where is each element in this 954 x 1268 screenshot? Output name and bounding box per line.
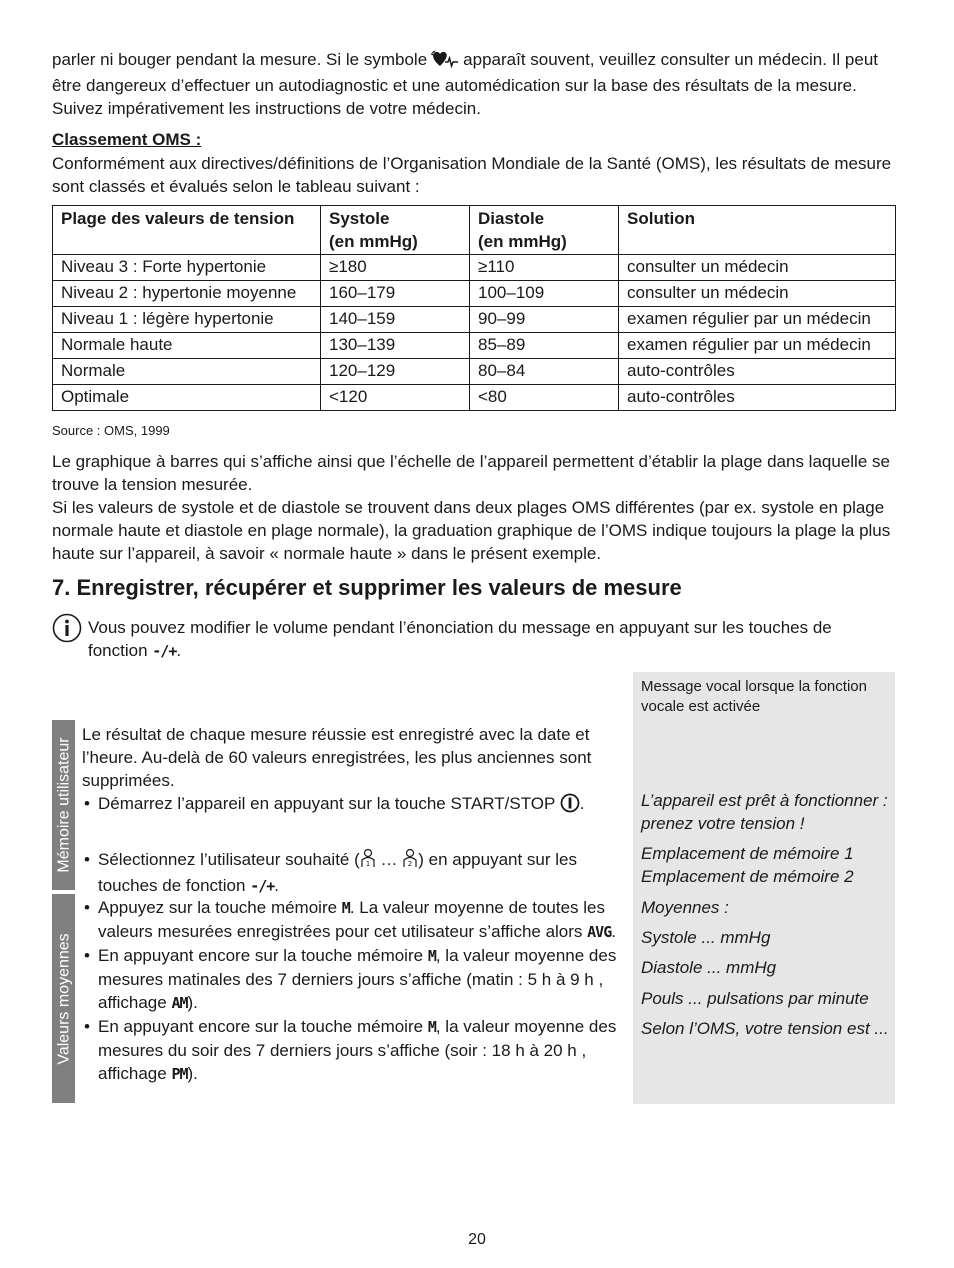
voice-panel-header: Message vocal lorsque la fonction vocale est activée [641, 678, 867, 715]
explanation-para-2: Si les valeurs de systole et de diastole se trouvent dans deux plages OMS différentes (par ex. systole en plage normale haute et diastole en plage normale), la graduation graphique de l’OMS indique toujours la plage la plus haute sur l’appareil, à savoir « normale haute » dans le présent exemple. [52, 498, 891, 563]
function-keys-symbol: -/+ [250, 877, 275, 895]
voice-msg-pulse: Pouls ... pulsations par minute [641, 989, 869, 1008]
table-row: Normale 120–129 80–84 auto-contrôles [53, 359, 896, 385]
memory-key-symbol: M [427, 947, 436, 965]
avg-display-symbol: AVG [587, 923, 612, 941]
table-row: Niveau 1 : légère hypertonie 140–159 90–99 examen régulier par un médecin [53, 307, 896, 333]
section-title: 7. Enregistrer, récupérer et supprimer les valeurs de mesure [52, 575, 682, 600]
user-2-icon [402, 848, 418, 874]
table-row: Normale haute 130–139 85–89 examen régulier par un médecin [53, 333, 896, 359]
list-item: • Appuyez sur la touche mémoire M. La valeur moyenne de toutes les valeurs mesurées enregistrées pour cet utilisateur s’affiche alors AVG. [82, 896, 622, 944]
svg-text:1: 1 [365, 860, 370, 868]
volume-keys-symbol: -/+ [152, 642, 177, 660]
list-item: • En appuyant encore sur la touche mémoire M, la valeur moyenne des mesures matinales des 7 derniers jours s’affiche (matin : 5 h à 9 h , affichage AM). [82, 944, 622, 1015]
table-header-cell: Solution [619, 206, 896, 255]
pm-display-symbol: PM [171, 1065, 188, 1083]
table-header-cell: Plage des valeurs de tension [53, 206, 321, 255]
table-source: Source : OMS, 1999 [52, 423, 170, 438]
info-note: Vous pouvez modifier le volume pendant l’énonciation du message en appuyant sur les touches de fonction -/+. [88, 618, 832, 660]
oms-description: Conformément aux directives/définitions de l’Organisation Mondiale de la Santé (OMS), les résultats de mesure sont classés et évalués selon le tableau suivant : [52, 154, 892, 196]
user-memory-intro: Le résultat de chaque mesure réussie est enregistré avec la date et l’heure. Au-delà de 60 valeurs enregistrées, les plus anciennes sont supprimées. [82, 725, 592, 790]
voice-msg-who: Selon l’OMS, votre tension est ... [641, 1019, 889, 1038]
explanation-para-1: Le graphique à barres qui s’affiche ainsi que l’échelle de l’appareil permettent d’établir la plage dans laquelle se trouve la tension mesurée. [52, 452, 890, 494]
power-icon [560, 793, 580, 819]
list-item: • Sélectionnez l’utilisateur souhaité ( 1 … 2 ) en appuyant sur les touches de fonction -/+. [82, 848, 622, 898]
table-header-cell: Diastole (en mmHg) [470, 206, 619, 255]
memory-key-symbol: M [341, 899, 350, 917]
voice-msg-systole: Systole ... mmHg [641, 928, 771, 947]
user-1-icon [360, 848, 376, 874]
voice-msg-diastole: Diastole ... mmHg [641, 958, 777, 977]
voice-msg-ready: L’appareil est prêt à fonctionner : prenez votre tension ! [641, 791, 888, 833]
memory-key-symbol: M [427, 1018, 436, 1036]
tab-user-memory: Mémoire utilisateur [52, 720, 75, 890]
am-display-symbol: AM [171, 994, 188, 1012]
irregular-heartbeat-icon [431, 50, 459, 74]
table-row: Niveau 2 : hypertonie moyenne 160–179 100–109 consulter un médecin [53, 281, 896, 307]
voice-msg-memory-1: Emplacement de mémoire 1 [641, 844, 854, 863]
tab-average-values: Valeurs moyennes [52, 894, 75, 1103]
table-row: Optimale <120 <80 auto-contrôles [53, 385, 896, 411]
list-item: • Démarrez l’appareil en appuyant sur la touche START/STOP . [82, 792, 622, 819]
averages-list [82, 896, 622, 1086]
voice-msg-memory-2: Emplacement de mémoire 2 [641, 867, 854, 886]
oms-table [52, 205, 896, 411]
user-memory-list [82, 792, 622, 898]
info-icon [52, 613, 82, 649]
list-item: • En appuyant encore sur la touche mémoire M, la valeur moyenne des mesures du soir des 7 derniers jours s’affiche (soir : 18 h à 20 h , affichage PM). [82, 1015, 622, 1086]
intro-paragraph: parler ni bouger pendant la mesure. Si le symbole apparaît souvent, veuillez consulter un médecin. Il peut être dangereux d’effectuer un autodiagnostic et une automédication sur la base des résultats de la mesure. Suivez impérativement les instructions de votre médecin. [52, 50, 879, 118]
table-header-row [53, 206, 896, 255]
table-row: Niveau 3 : Forte hypertonie ≥180 ≥110 consulter un médecin [53, 255, 896, 281]
oms-heading: Classement OMS : [52, 130, 202, 149]
table-header-cell: Systole (en mmHg) [321, 206, 470, 255]
page-number: 20 [468, 1231, 486, 1248]
voice-msg-averages: Moyennes : [641, 898, 729, 917]
svg-text:2: 2 [408, 860, 413, 868]
